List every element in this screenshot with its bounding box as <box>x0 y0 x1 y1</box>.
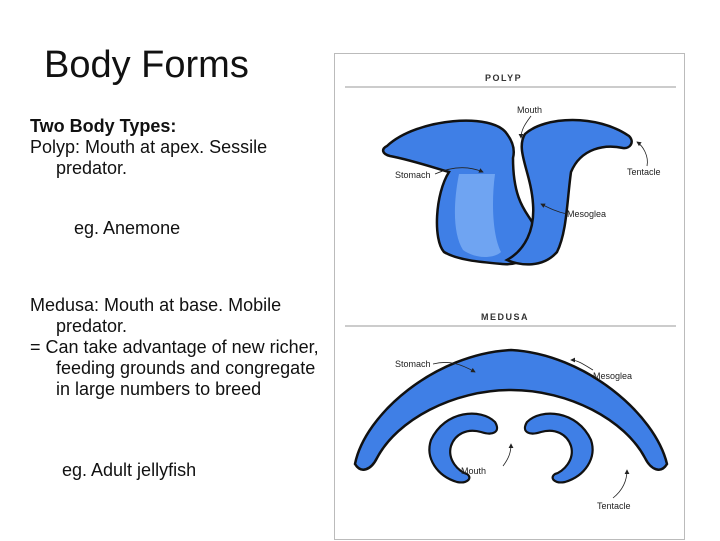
polyp-label-tentacle: Tentacle <box>627 167 661 177</box>
medusa-text: Mouth at base. Mobile predator. <box>56 295 282 336</box>
medusa-example: eg. Adult jellyfish <box>62 460 197 480</box>
body-text <box>30 116 330 179</box>
body-heading: Two Body Types: <box>30 116 177 136</box>
polyp-body-right <box>507 120 632 264</box>
polyp-description <box>30 137 330 179</box>
figure-svg <box>335 54 686 541</box>
polyp-example: eg. Anemone <box>74 218 181 238</box>
polyp-text: Mouth at apex. Sessile predator. <box>56 137 268 178</box>
polyp-label: Polyp: <box>30 137 81 157</box>
polyp-label-mouth: Mouth <box>517 105 543 115</box>
medusa-heading: MEDUSA <box>481 312 530 322</box>
advantage-description: = Can take advantage of new richer, feeding grounds and congregate in large numbers to breed <box>30 337 319 399</box>
medusa-description <box>30 295 330 337</box>
medusa-label: Medusa: <box>30 295 100 315</box>
medusa-label-tentacle: Tentacle <box>597 501 631 511</box>
medusa-arm-right <box>525 414 593 483</box>
slide-title: Body Forms <box>44 44 249 86</box>
medusa-text-block <box>30 295 330 400</box>
polyp-heading: POLYP <box>485 73 523 83</box>
medusa-label-mouth: Mouth <box>461 466 487 476</box>
medusa-label-stomach: Stomach <box>395 359 431 369</box>
polyp-label-mesoglea: Mesoglea <box>567 209 607 219</box>
body-forms-figure <box>334 53 685 540</box>
polyp-diagram <box>383 120 632 264</box>
medusa-label-mesoglea: Mesoglea <box>593 371 633 381</box>
polyp-label-stomach: Stomach <box>395 170 431 180</box>
medusa-diagram <box>355 350 667 482</box>
